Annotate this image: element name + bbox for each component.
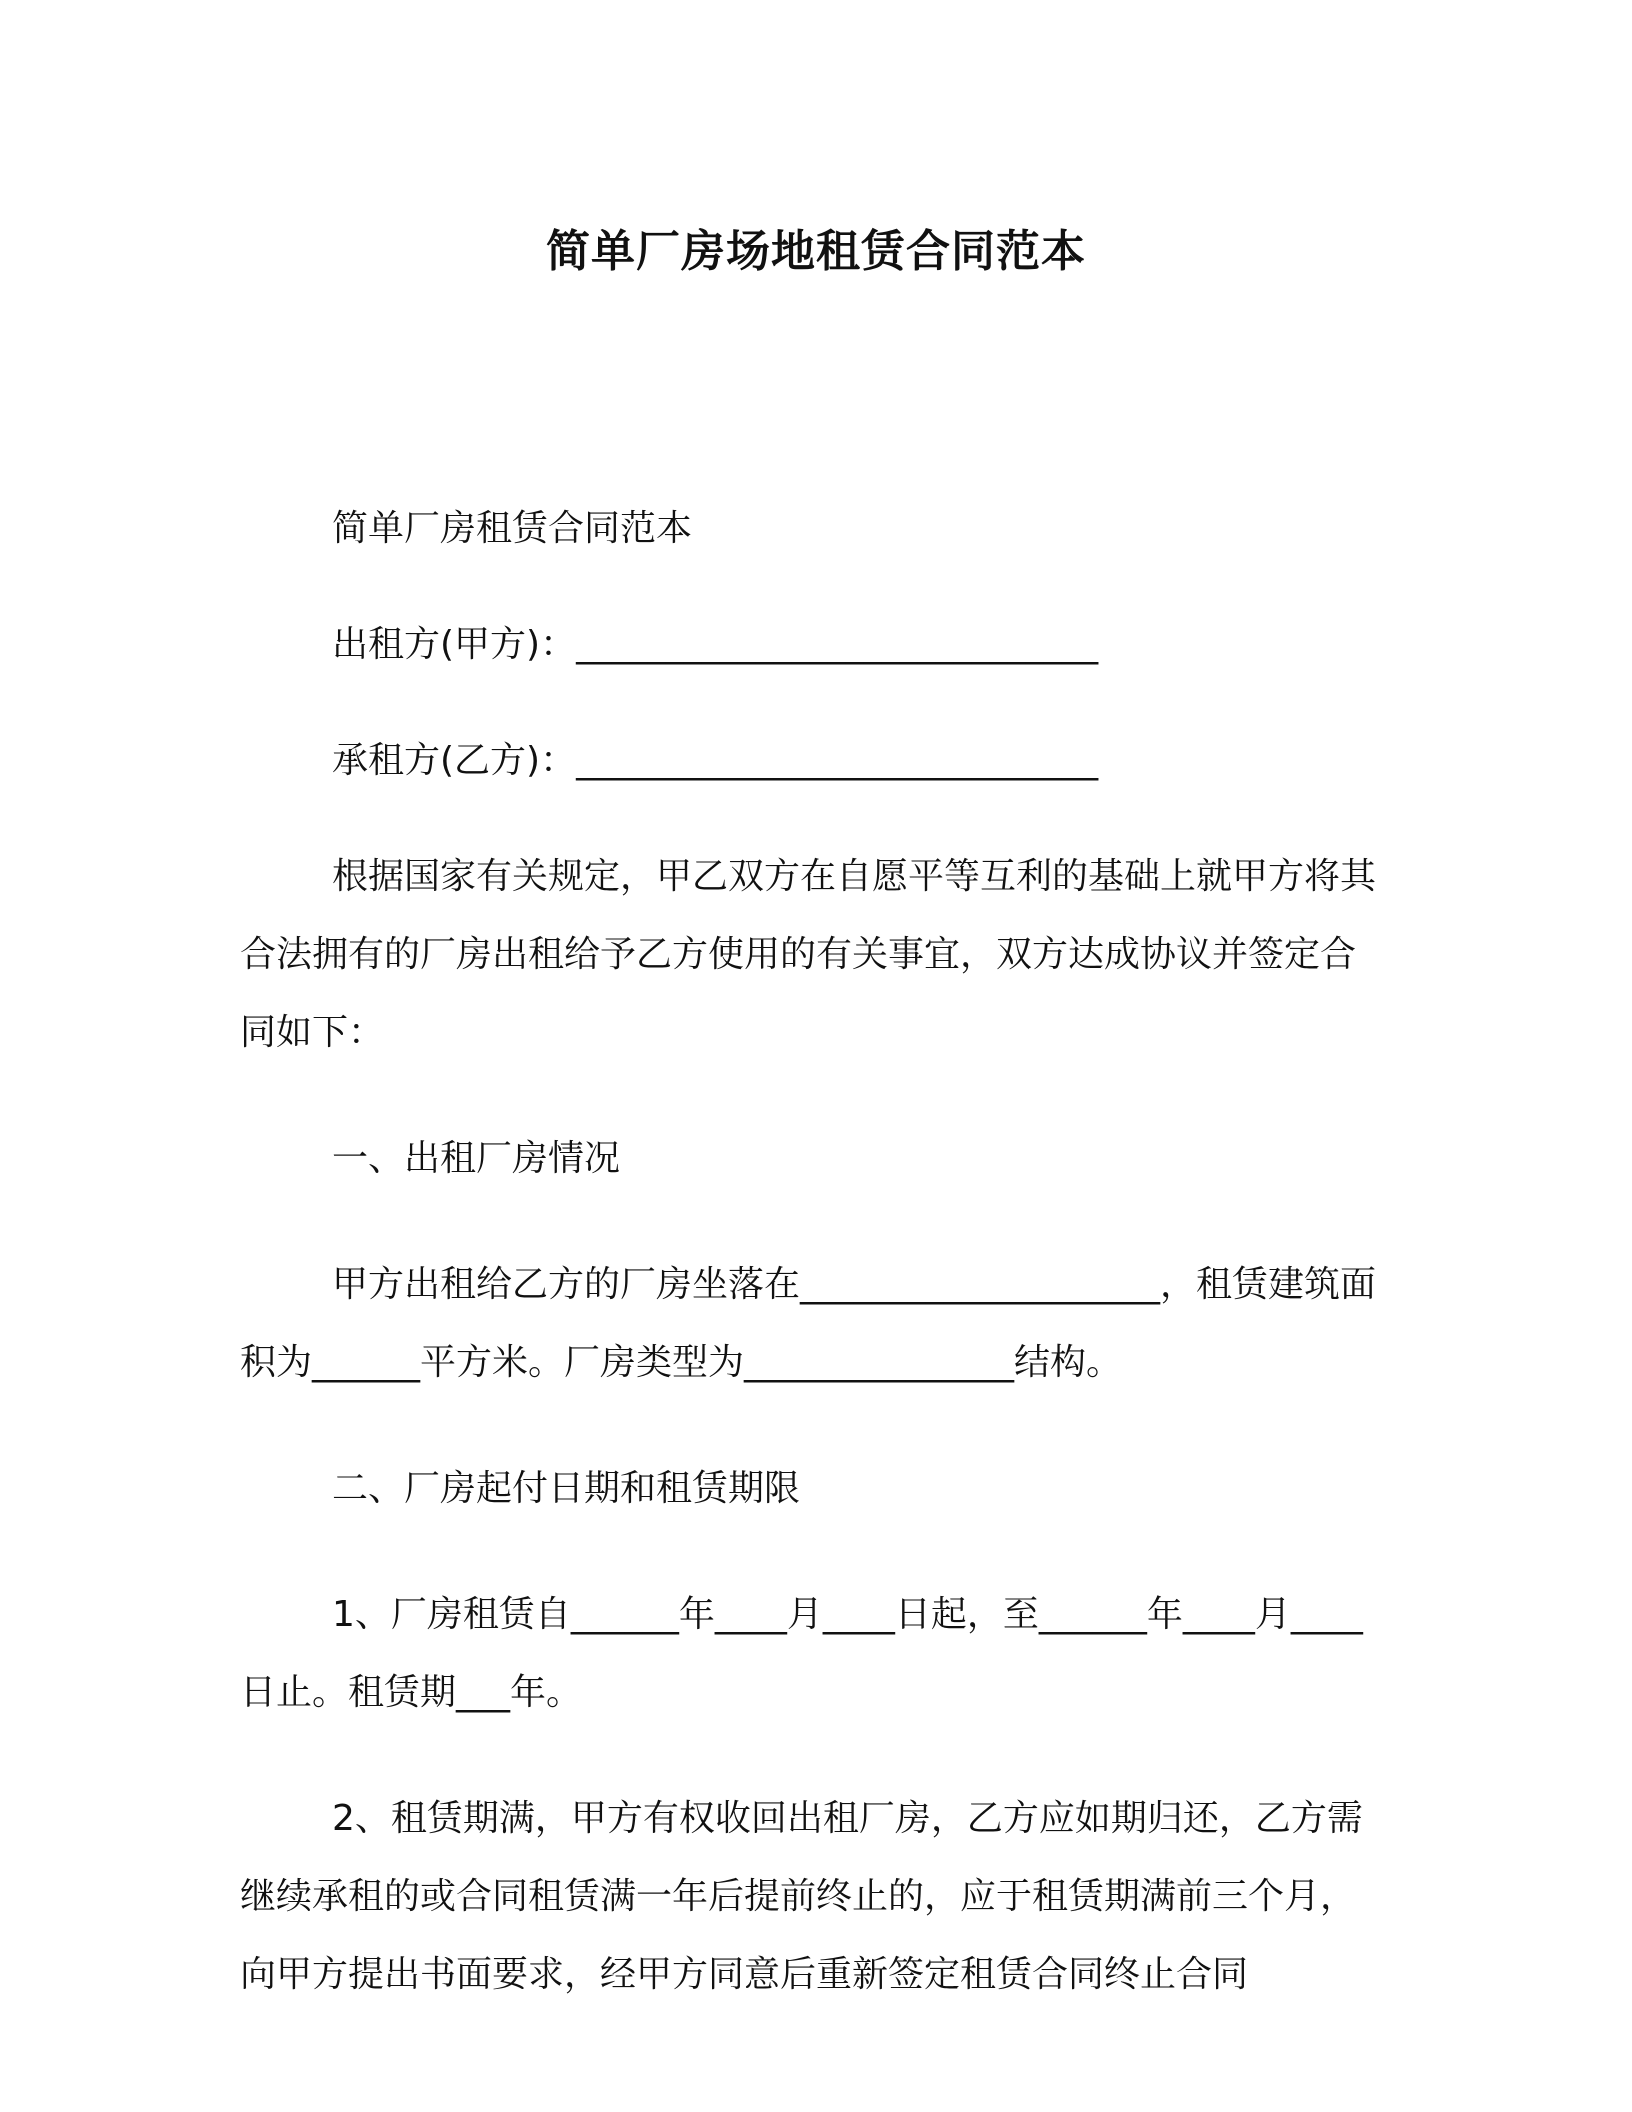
lessor-line: 出租方(甲方)：_____________________________ [332, 624, 1099, 665]
section-heading-1: 一、出租厂房情况 [332, 1138, 621, 1179]
clause-1-paragraph: 1、厂房租赁自______年____月____日起，至______年____月____日止。租赁期___年。 [240, 1594, 1363, 1713]
clause-2-paragraph: 2、租赁期满，甲方有权收回出租厂房，乙方应如期归还，乙方需继续承租的或合同租赁满一年后提前终止的，应于租赁期满前三个月，向甲方提出书面要求，经甲方同意后重新签定租赁合同终止合同 [240, 1798, 1363, 1995]
preamble-paragraph: 根据国家有关规定，甲乙双方在自愿平等互利的基础上就甲方将其合法拥有的厂房出租给予乙方使用的有关事宜，双方达成协议并签定合同如下： [240, 856, 1377, 1053]
contract-subtitle: 简单厂房租赁合同范本 [332, 508, 693, 549]
lessee-line: 承租方(乙方)：_____________________________ [332, 740, 1099, 781]
document-body [240, 490, 1390, 2014]
document-title: 简单厂房场地租赁合同范本 [546, 226, 1086, 277]
section-1-paragraph: 甲方出租给乙方的厂房坐落在____________________，租赁建筑面积为______平方米。厂房类型为_______________结构。 [240, 1264, 1377, 1383]
section-heading-2: 二、厂房起付日期和租赁期限 [332, 1468, 801, 1509]
